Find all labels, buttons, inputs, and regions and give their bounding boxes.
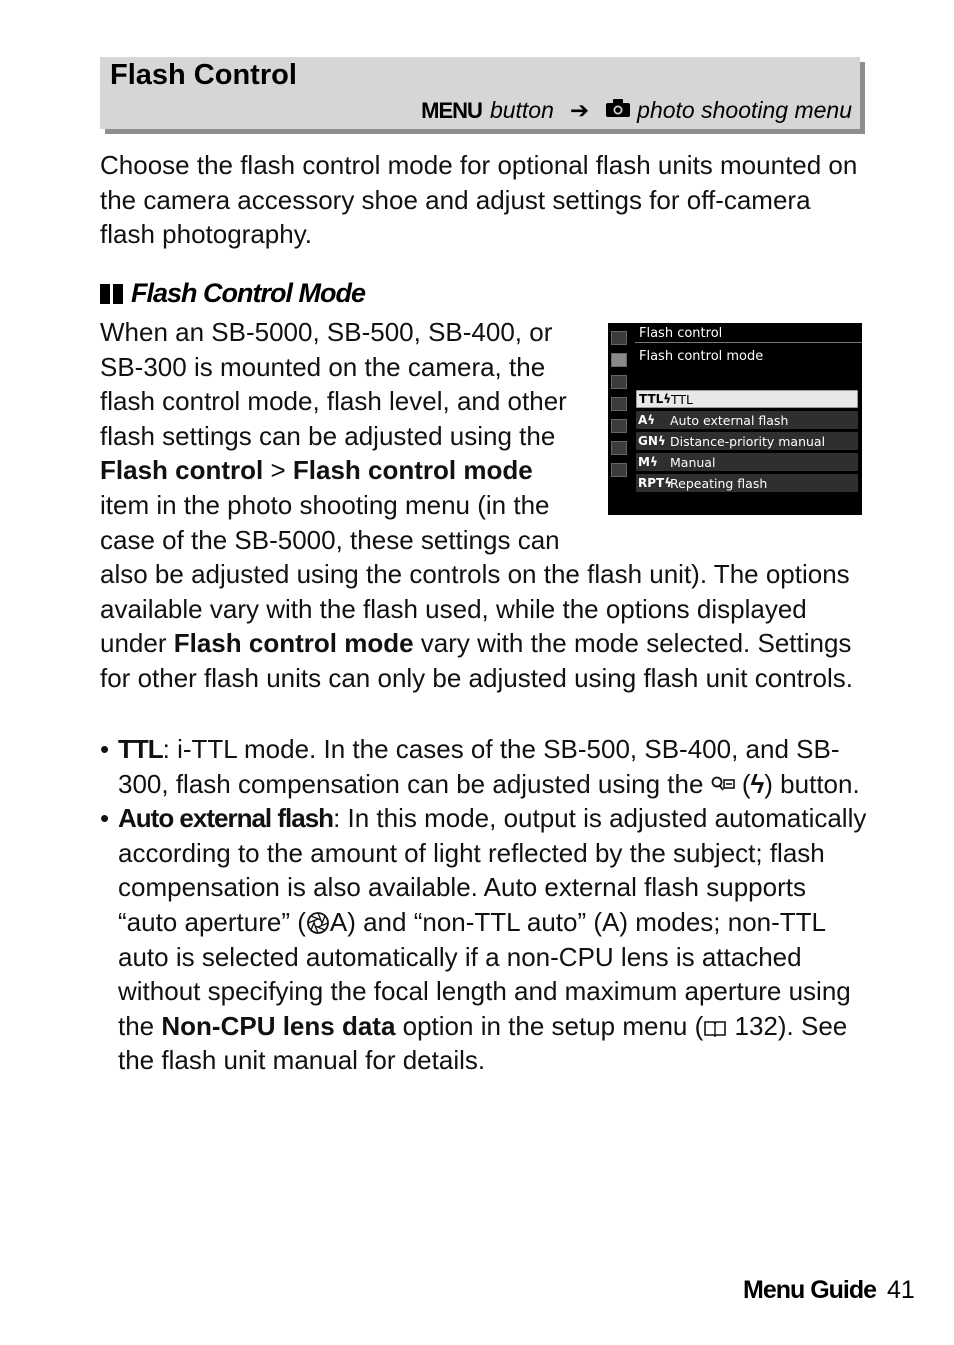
screen-option-label: TTL — [671, 391, 694, 407]
flash-icon: ϟ — [750, 768, 765, 799]
page-reference-icon — [703, 1011, 727, 1041]
menu-path-button-text: button — [489, 97, 554, 123]
playback-tab-icon — [611, 331, 627, 345]
screen-option-repeating — [636, 474, 858, 492]
menu-item-ref: Flash control mode — [292, 455, 533, 486]
bullet-text: 132). See the flash unit manual for details. — [118, 1010, 848, 1076]
bullet-text: : i-TTL mode. In the cases of the SB-500, SB-400, and SB-300, flash compensation can be adjusted using the — [118, 734, 840, 799]
bullet-text: A) and “non-TTL auto” (A) modes; non-TTL auto is selected automatically if a non-CPU lens is attached without specifying the focal length and maximum aperture using the — [118, 906, 851, 1041]
menu-button-label: MENU — [421, 97, 482, 123]
screen-subtitle: Flash control mode — [639, 349, 764, 364]
repeating-flash-icon: RPTϟ — [638, 476, 673, 490]
retouch-tab-icon — [611, 441, 627, 455]
screen-option-label: Repeating flash — [670, 475, 768, 491]
section-heading-text: Flash Control Mode — [131, 278, 365, 308]
paragraph-text: When an SB-5000, SB-500, SB-400, or SB-300 is mounted on the camera, the flash control mode, flash level, and other flash settings can be adjusted using the — [100, 317, 567, 451]
screen-option-ttl — [636, 390, 858, 408]
menu-item-ref: Flash control mode — [173, 628, 414, 659]
screen-divider — [635, 342, 862, 343]
screen-option-list — [636, 390, 858, 495]
movie-tab-icon — [611, 375, 627, 389]
screen-option-label: Auto external flash — [670, 412, 789, 428]
screen-option-auto-external — [636, 411, 858, 429]
page-title: Flash Control — [110, 59, 297, 91]
bullet-dot: • — [100, 803, 110, 834]
bullet-term: Auto external flash — [118, 803, 334, 834]
gn-flash-icon: GNϟ — [638, 434, 666, 448]
heading-marker-icon — [113, 284, 123, 304]
menu-path-menu-name: photo shooting menu — [637, 97, 852, 123]
arrow-right-icon: ➔ — [569, 97, 590, 123]
option-bullet-list — [100, 732, 870, 1078]
intro-paragraph: Choose the flash control mode for optional flash units mounted on the camera accessory shoe and adjust settings for off-camera flash photography. — [100, 150, 858, 250]
section-heading — [100, 278, 365, 309]
separator: > — [263, 455, 293, 486]
screen-option-label: Distance-priority manual — [670, 433, 826, 449]
bullet-text: option in the setup menu ( — [395, 1010, 704, 1041]
screen-option-distance-priority — [636, 432, 858, 450]
paren-open: ( — [734, 768, 751, 799]
paragraph-text: item in the photo shooting menu (in the case of the SB-5000, these settings can also be adjusted using the controls on the flash unit). The options available vary with the flash used, while the options displayed under — [100, 489, 850, 659]
list-item — [100, 801, 870, 1078]
manual-flash-icon: Mϟ — [638, 455, 658, 469]
list-item — [100, 732, 870, 801]
flash-compensation-icon — [711, 769, 735, 799]
page-number: 41 — [887, 1276, 915, 1304]
my-menu-tab-icon — [611, 463, 627, 477]
paragraph-text: vary with the mode selected. Settings for other flash units can only be adjusted using flash unit controls. — [100, 628, 853, 693]
auto-aperture-icon — [306, 907, 330, 937]
bullet-text: ) button. — [764, 768, 860, 799]
camera-menu-screen — [608, 323, 862, 515]
bullet-dot: • — [100, 734, 110, 764]
screen-option-label: Manual — [670, 454, 716, 470]
camera-icon — [605, 97, 631, 124]
menu-path — [421, 97, 852, 124]
ttl-flash-icon: TTLϟ — [639, 392, 672, 406]
photo-shooting-tab-icon — [611, 353, 627, 367]
header-box — [100, 57, 860, 129]
bullet-term: TTL — [118, 734, 163, 764]
menu-item-ref: Flash control — [100, 455, 264, 486]
menu-item-ref: Non-CPU lens data — [161, 1010, 396, 1041]
bullet-text: : In this mode, output is adjusted automatically according to the amount of light reflected by the subject; flash compensation is also available. Auto external flash supports “auto aperture” ( — [118, 803, 867, 937]
custom-settings-tab-icon — [611, 397, 627, 411]
screen-title: Flash control — [639, 326, 723, 341]
setup-tab-icon — [611, 419, 627, 433]
auto-flash-icon: Aϟ — [638, 413, 656, 427]
footer-section-label: Menu Guide — [743, 1276, 877, 1304]
screen-menu-tabs — [611, 331, 629, 485]
heading-marker-icon — [100, 284, 110, 304]
screen-option-manual — [636, 453, 858, 471]
